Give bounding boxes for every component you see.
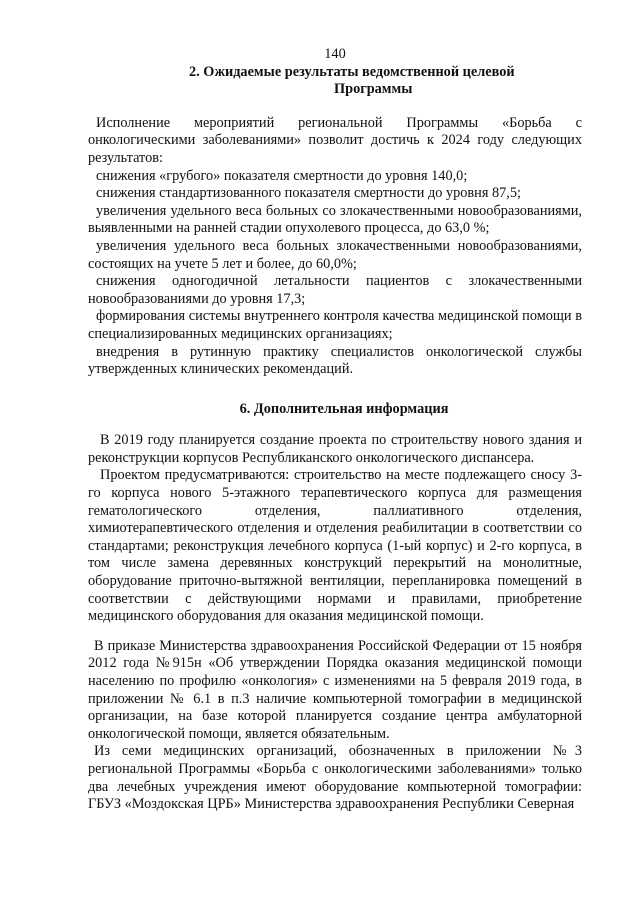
section-6-paragraph: Из семи медицинских организаций, обозначенных в приложении №3 региональной Программы «Борьба с онкологическими заболеваниями» только два лечебных учреждения имеют оборудование компьютерной томографии: ГБУЗ «Моздокская ЦРБ» Министерства здравоохранения Республики Северная <box>88 743 582 813</box>
section-6-paragraph: В приказе Министерства здравоохранения Российской Федерации от 15 ноября 2012 года №915н «Об утверждении Порядка оказания медицинской помощи населению по профилю «онкология» с изменениями на 5 февраля 2019 года, в приложении № 6.1 в п.3 наличие компьютерной томографии в медицинской организации, на базе которой планируется создание центра амбулаторной онкологической помощи, является обязательным. <box>88 637 582 742</box>
document-page <box>88 46 582 814</box>
spacer <box>88 626 582 638</box>
section-6-title: 6. Дополнительная информация <box>239 400 449 417</box>
page-number: 140 <box>324 46 346 62</box>
section-2-title-line-2: Программы <box>334 81 413 98</box>
result-item: снижения одногодичной летальности пациентов с злокачественными новообразованиями до уровня 17,3; <box>88 273 582 307</box>
result-item: снижения стандартизованного показателя смертности до уровня 87,5; <box>96 185 521 202</box>
section-6-paragraph: Проектом предусматриваются: строительство на месте подлежащего сносу 3-го корпуса нового 5-этажного терапевтического корпуса для размещения гематологического отделения, паллиативного отделения, химиотерапевтического отделения и отделения реабилитации в соответствии со стандартами; реконструкция лечебного корпуса (1-ый корпус) и 2-го корпуса, в том числе замена деревянных конструкций перекрытий на монолитные, оборудование приточно-вытяжной вентиляции, перепланировка помещений в соответствии с действующими нормами и правилами, приобретение медицинского оборудования для оказания медицинской помощи. <box>88 467 582 625</box>
section-2-title-line-1: 2. Ожидаемые результаты ведомственной целевой <box>189 63 515 80</box>
section-2-intro: Исполнение мероприятий региональной Программы «Борьба с онкологическими заболеваниями» позволит достичь к 2024 году следующих результатов: <box>88 114 582 166</box>
result-item: внедрения в рутинную практику специалистов онкологической службы утвержденных клинических рекомендаций. <box>88 343 582 378</box>
result-item: снижения «грубого» показателя смертности до уровня 140,0; <box>96 167 468 184</box>
result-item: формирования системы внутреннего контроля качества медицинской помощи в специализированных медицинских организациях; <box>88 308 582 342</box>
spacer <box>88 99 582 115</box>
result-item: увеличения удельного веса больных злокачественными новообразованиями, состоящих на учете 5 лет и более, до 60,0%; <box>88 237 582 272</box>
result-item: увеличения удельного веса больных со злокачественными новообразованиями, выявленными на ранней стадии опухолевого процесса, до 63,0 %; <box>88 202 582 237</box>
section-6-paragraph: В 2019 году планируется создание проекта по строительству нового здания и реконструкции корпусов Республиканского онкологического диспансера. <box>88 432 582 466</box>
